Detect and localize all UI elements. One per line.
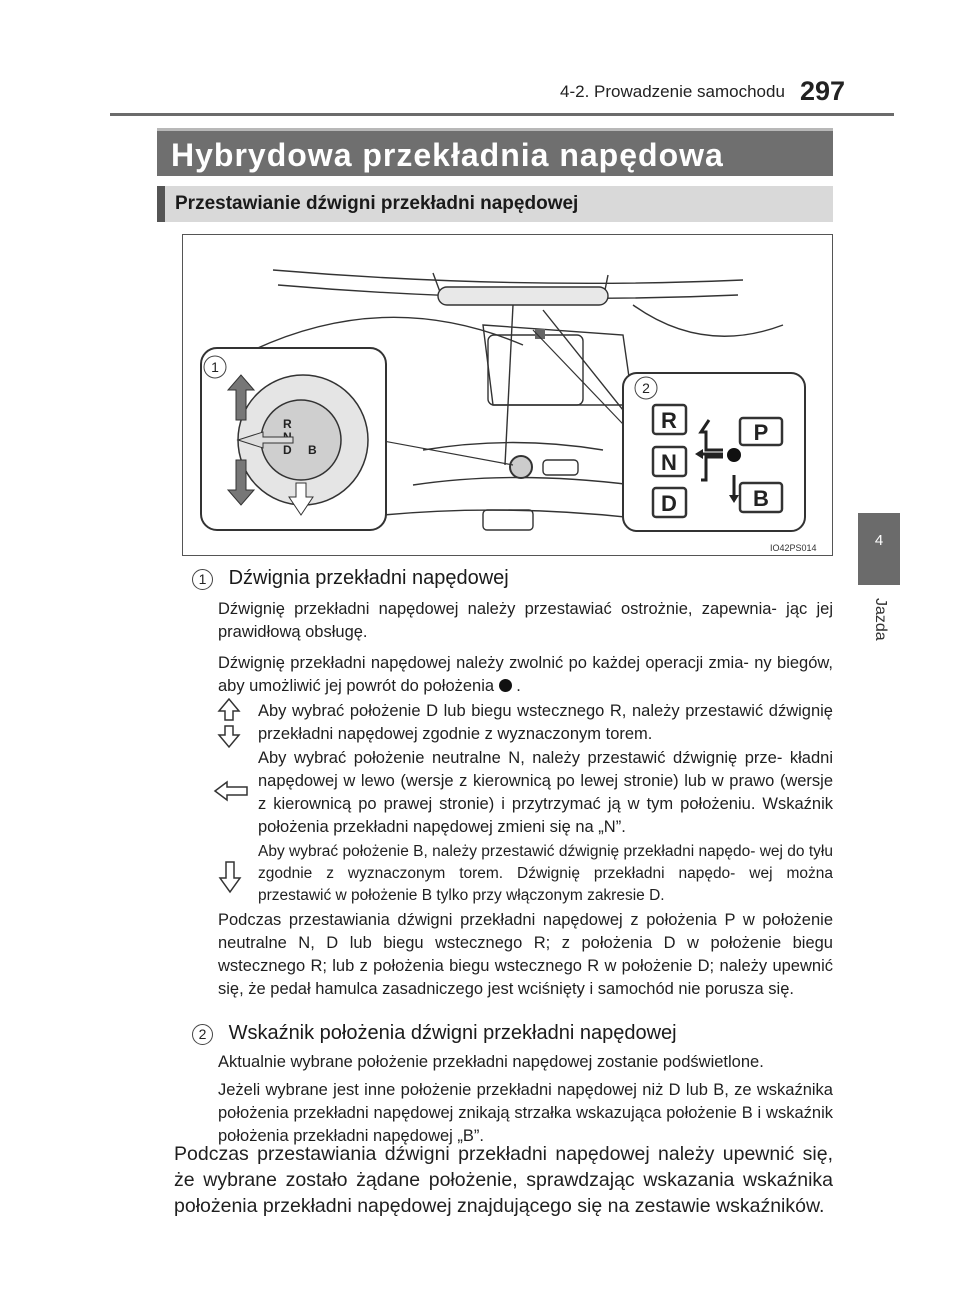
arrow-note-2: Aby wybrać położenie neutralne N, należy przestawić dźwignię prze- kładni napędowej w lewo (wersje z kierownicą po lewej stronie) lub w prawo (wersje z kierownicą po prawej stronie) i przytrzymać ją w tym położeniu. Wskaźnik położenia przekładni napędowej zmieni się na „N”. <box>258 749 833 836</box>
chapter-tab-label-text: Jazda <box>872 598 889 641</box>
section-title-accent <box>157 186 165 222</box>
item-1-paragraph-1: Dźwignię przekładni napędowej należy przestawiać ostrożnie, zapewnia- jąc jej prawidłową obsługę. <box>218 600 833 641</box>
callout-line-1 <box>378 440 513 465</box>
callout-number-1: 1 <box>211 359 219 375</box>
page-number: 297 <box>800 76 846 106</box>
chapter-tab-label <box>861 598 897 658</box>
position-indicator-panel <box>623 373 805 531</box>
item-1-number: 1 <box>192 569 213 590</box>
indicator-letter-r: R <box>661 408 677 433</box>
item-1-paragraph-2-end: . <box>516 677 521 695</box>
lever-letter-r: R <box>283 417 292 431</box>
arrow-note-3: Aby wybrać położenie B, należy przestawić dźwignię przekładni napędo- wej do tyłu zgodnie z wyznaczonym torem. Dźwignię przekładni napędo- wej można przestawić w położenie B tylko przy włączonym zakresie D. <box>258 843 833 904</box>
section-title: Przestawianie dźwigni przekładni napędowej <box>175 193 579 214</box>
indicator-letter-p: P <box>753 420 769 445</box>
figure-code: IO42PS014 <box>770 543 817 553</box>
closing-paragraph: Podczas przestawiania dźwigni przekładni napędowej należy upewnić się, że wybrane zostało żądane położenie, sprawdzając wskazania wskaźnika położenia przekładni napędowej znajdującego się na zestawie wskaźników. <box>174 1143 833 1217</box>
chapter-tab-number: 4 <box>874 532 884 549</box>
item-1-heading-row <box>192 567 509 590</box>
neutral-position-dot-icon <box>499 679 512 692</box>
indicator-letter-d: D <box>661 491 677 516</box>
item-2-number: 2 <box>192 1024 213 1045</box>
item-1-paragraph-2-text: Dźwignię przekładni napędowej należy zwolnić po każdej operacji zmia- ny biegów, aby umożliwić jej powrót do położenia <box>218 654 833 695</box>
item-2-heading-row <box>192 1022 677 1045</box>
indicator-letter-b: B <box>753 486 769 511</box>
page-title-bar <box>157 128 833 176</box>
lever-location-knob <box>510 456 532 478</box>
left-arrow-icon <box>213 780 249 807</box>
section-title-bar <box>157 186 833 222</box>
down-arrow-icon <box>218 860 242 899</box>
lever-letter-d: D <box>283 443 292 457</box>
item-1-paragraph-3: Podczas przestawiania dźwigni przekładni napędowej z położenia P w położenie neutralne N, D lub biegu wstecznego R; z położenia D w położenie biegu wstecznego R; lub z położenia biegu wstecznego R w położenie D; należy upewnić się, że pedał hamulca zasadniczego jest wciśnięty i samochód nie porusza się. <box>218 911 833 998</box>
chapter-tab <box>858 513 900 585</box>
lever-letter-b: B <box>308 443 317 457</box>
item-2-paragraph-2: Jeżeli wybrane jest inne położenie przekładni napędowej niż D lub B, ze wskaźnika położenia przekładni napędowej znikają strzałka wskazująca położenie B i wskaźnik położenia przekładni napędowej „B”. <box>218 1081 833 1145</box>
shift-lever-illustration <box>182 234 833 556</box>
lever-closeup-panel <box>201 348 386 530</box>
item-2-heading: Wskaźnik położenia dźwigni przekładni napędowej <box>228 1022 677 1044</box>
header-rule <box>110 113 894 116</box>
illustration-drawing <box>183 235 833 556</box>
callout-number-2: 2 <box>642 380 650 396</box>
page-title: Hybrydowa przekładnia napędowa <box>171 137 724 173</box>
item-1-paragraph-2 <box>218 652 833 698</box>
up-down-path-arrow-icon <box>215 697 247 754</box>
item-2-paragraph-1: Aktualnie wybrane położenie przekładni napędowej zostanie podświetlone. <box>218 1053 764 1071</box>
running-header-section: 4-2. Prowadzenie samochodu <box>560 82 785 101</box>
item-1-heading: Dźwignia przekładni napędowej <box>228 567 509 589</box>
indicator-letter-n: N <box>661 450 677 475</box>
arrow-note-1: Aby wybrać położenie D lub biegu wstecznego R, należy przestawić dźwignię przekładni napędowej zgodnie z wyznaczonym torem. <box>258 702 833 743</box>
